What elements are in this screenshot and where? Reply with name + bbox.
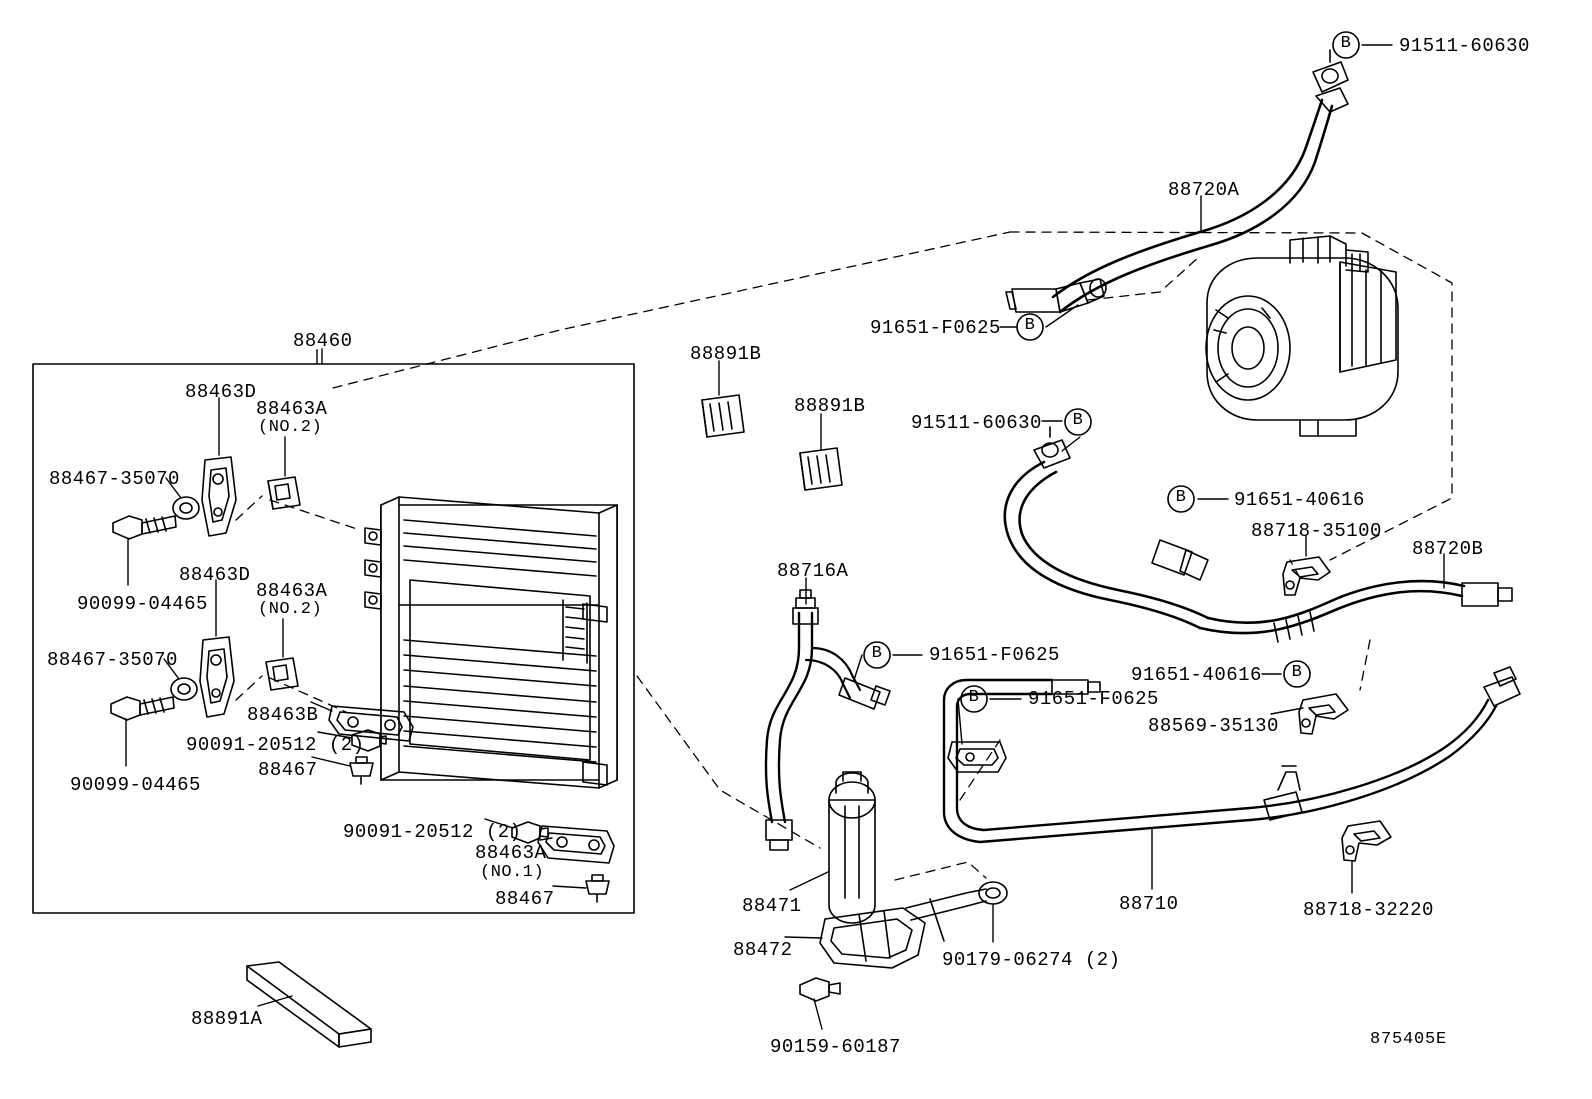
bracket-88718-35100 bbox=[1283, 557, 1330, 595]
bolt-marker-4-letter: B bbox=[1175, 488, 1187, 507]
label-88718-35100: 88718-35100 bbox=[1251, 520, 1382, 542]
label-88467-35070-upper: 88467-35070 bbox=[49, 468, 180, 490]
label-91511-60630-2: 91511-60630 bbox=[911, 412, 1042, 434]
label-88472: 88472 bbox=[733, 939, 793, 961]
label-88569-35130: 88569-35130 bbox=[1148, 715, 1279, 737]
label-88891b-1: 88891B bbox=[690, 343, 762, 365]
label-88463d-upper: 88463D bbox=[185, 381, 257, 403]
seal-block-88891b-1 bbox=[702, 395, 744, 437]
label-88720b: 88720B bbox=[1412, 538, 1484, 560]
sheet-code: 875405E bbox=[1370, 1030, 1448, 1049]
hose-88716a bbox=[766, 590, 890, 850]
condenser-group-frame bbox=[33, 364, 634, 913]
label-88891a: 88891A bbox=[191, 1008, 263, 1030]
label-91651-40616-2: 91651-40616 bbox=[1131, 664, 1262, 686]
label-88463d-lower: 88463D bbox=[179, 564, 251, 586]
label-88716a: 88716A bbox=[777, 560, 849, 582]
label-91651-40616-1: 91651-40616 bbox=[1234, 489, 1365, 511]
label-88463b: 88463B bbox=[247, 704, 319, 726]
seal-strip-88891a bbox=[247, 962, 371, 1047]
label-90099-04465-upper: 90099-04465 bbox=[77, 593, 208, 615]
label-no2-upper: (NO.2) bbox=[258, 418, 323, 437]
label-91651-f0625-2: 91651-F0625 bbox=[929, 644, 1060, 666]
label-88471: 88471 bbox=[742, 895, 802, 917]
compressor bbox=[1206, 236, 1398, 436]
label-90099-04465-lower: 90099-04465 bbox=[70, 774, 201, 796]
label-88718-32220: 88718-32220 bbox=[1303, 899, 1434, 921]
bolt-marker-2-letter: B bbox=[1024, 316, 1036, 335]
label-88467-35070-lower: 88467-35070 bbox=[47, 649, 178, 671]
label-88720a: 88720A bbox=[1168, 179, 1240, 201]
label-88463a-no1: 88463A bbox=[475, 842, 547, 864]
bolt-marker-3-letter: B bbox=[1072, 411, 1084, 430]
label-88467-lower: 88467 bbox=[495, 888, 555, 910]
label-no1: (NO.1) bbox=[480, 863, 545, 882]
label-90159-60187: 90159-60187 bbox=[770, 1036, 901, 1058]
label-90091-20512-upper: 90091-20512 (2) bbox=[186, 734, 365, 756]
label-no2-lower: (NO.2) bbox=[258, 600, 323, 619]
label-91651-f0625-1: 91651-F0625 bbox=[870, 317, 1001, 339]
bracket-88718-32220 bbox=[1342, 821, 1391, 861]
bolt-marker-1-letter: B bbox=[1340, 34, 1352, 53]
bolt-marker-7-letter: B bbox=[1291, 663, 1303, 682]
label-91651-f0625-3: 91651-F0625 bbox=[1028, 688, 1159, 710]
label-90179-06274: 90179-06274 (2) bbox=[942, 949, 1121, 971]
bolt-marker-6-letter: B bbox=[968, 688, 980, 707]
label-88463a-no2-upper: 88463A bbox=[256, 398, 328, 420]
bolt-marker-5-letter: B bbox=[871, 644, 883, 663]
label-88460: 88460 bbox=[293, 330, 353, 352]
seal-block-88891b-2 bbox=[800, 448, 842, 490]
label-88710: 88710 bbox=[1119, 893, 1179, 915]
label-91511-60630-top: 91511-60630 bbox=[1399, 35, 1530, 57]
label-88463a-no2-lower: 88463A bbox=[256, 580, 328, 602]
bracket-88569-35130 bbox=[1299, 694, 1348, 734]
label-88467-upper: 88467 bbox=[258, 759, 318, 781]
label-88891b-2: 88891B bbox=[794, 395, 866, 417]
label-90091-20512-lower: 90091-20512 (2) bbox=[343, 821, 522, 843]
condenser-core bbox=[365, 497, 617, 788]
